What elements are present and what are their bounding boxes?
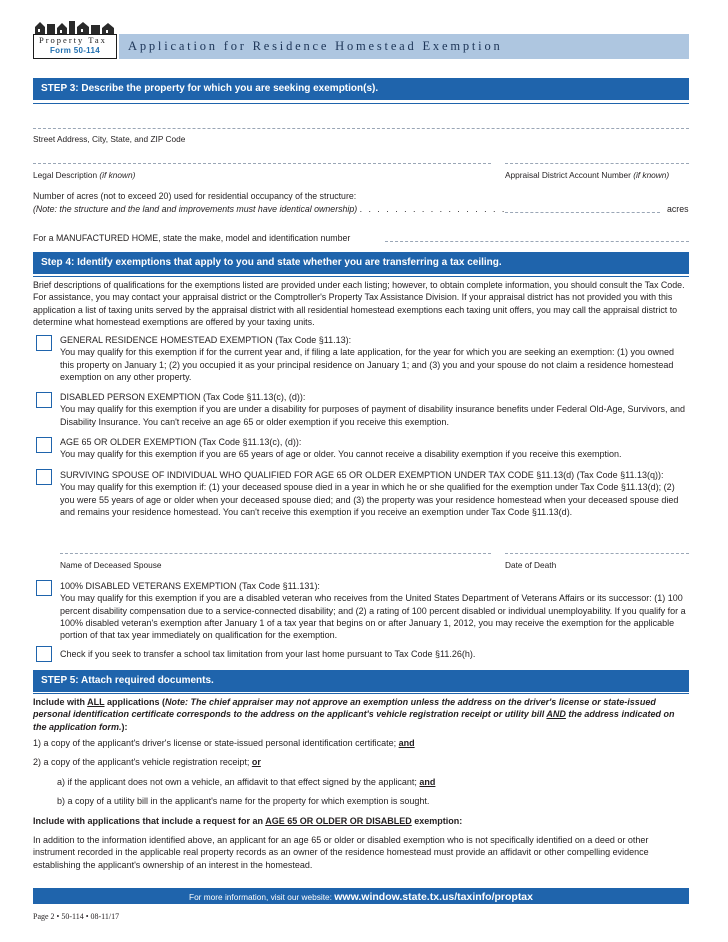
divider — [33, 276, 689, 277]
exemption-title: GENERAL RESIDENCE HOMESTEAD EXEMPTION (Tax Code §11.13): — [60, 335, 352, 345]
disabled-veteran-checkbox[interactable] — [36, 580, 52, 596]
doc-item-2a: a) if the applicant does not own a vehicle, an affidavit to that effect signed by the applicant; and — [57, 777, 436, 787]
disabled-person-checkbox[interactable] — [36, 392, 52, 408]
header-band — [119, 34, 689, 59]
account-number-field[interactable] — [505, 163, 689, 164]
manufactured-home-label: For a MANUFACTURED HOME, state the make, model and identification number — [33, 233, 351, 243]
step5-heading: STEP 5: Attach required documents. — [41, 675, 214, 686]
account-number-label: Appraisal District Account Number (if known) — [505, 170, 670, 180]
step4-intro: Brief descriptions of qualifications for the exemptions listed are provided under each listing; however, to obtain complete information, you should consult the Tax Code. For assistance, you may contact your appraisal district or the Comptroller's Property Tax Assistance Division. If your appraisal district has not provided you with this application a list of taxing units served by the appraisal district with all residential homestead exemptions each taxing unit offers, you may call the appraisal district to determine what homestead exemptions are offered by your taxing units. — [33, 280, 685, 327]
step3-heading-bar — [33, 78, 689, 100]
manufactured-home-field[interactable] — [385, 241, 689, 242]
exemption-description: You may qualify for this exemption if for the current year and, if filing a late application, for the year for which you are seeking an exemption: (1) you owned this property on January 1; (2) you occupied it as your principal residence on January 1; and (3) you and your spouse do not claim a residence homestead exemption on any other property. — [60, 347, 674, 382]
legal-description-field[interactable] — [33, 163, 491, 164]
disabled-veteran-exemption — [60, 580, 690, 641]
exemption-title: DISABLED PERSON EXEMPTION (Tax Code §11.13(c), (d)): — [60, 392, 306, 402]
exemption-title: SURVIVING SPOUSE OF INDIVIDUAL WHO QUALIFIED FOR AGE 65 OR OLDER EXEMPTION UNDER TAX CODE §11.13(d) (Tax Code §11.13(q)): — [60, 470, 664, 480]
step4-heading: Step 4: Identify exemptions that apply to you and state whether you are transferring a tax ceiling. — [41, 257, 502, 268]
logo-text: Property Tax — [39, 35, 107, 45]
disabled-person-exemption — [60, 391, 690, 428]
page-title: Application for Residence Homestead Exemption — [128, 39, 503, 53]
exemption-description: You may qualify for this exemption if: (1) your deceased spouse died in a year in which he or she qualified for the exemption under Tax Code §11.13(d); (2) you were 55 years of age or older when your deceased spouse died; and (3) the property was your residence homestead when your deceased spouse died and remains your residence homestead. You can't receive this exemption if you receive an exemption under Tax Code §11.13(d). — [60, 482, 679, 517]
divider — [33, 693, 689, 694]
form-number: Form 50-114 — [50, 46, 100, 55]
deceased-spouse-name-label: Name of Deceased Spouse — [60, 560, 162, 570]
acres-field[interactable] — [505, 212, 660, 213]
doc-item-1: 1) a copy of the applicant's driver's license or state-issued personal identification certificate; and — [33, 738, 415, 748]
page-identifier: Page 2 • 50-114 • 08-11/17 — [33, 912, 120, 921]
divider — [33, 103, 689, 104]
houses-icon — [33, 20, 117, 34]
exemption-description: You may qualify for this exemption if you are 65 years of age or older. You cannot receive a disability exemption if you receive this exemption. — [60, 449, 622, 460]
website-link[interactable]: www.window.state.tx.us/taxinfo/proptax — [334, 891, 533, 903]
exemption-title: AGE 65 OR OLDER EXEMPTION (Tax Code §11.13(c), (d)): — [60, 437, 302, 447]
property-tax-logo — [33, 20, 119, 60]
step4-heading-bar — [33, 252, 689, 274]
acres-note: (Note: the structure and the land and improvements must have identical ownership) . . . . . . . . . . . . . . . . . — [33, 204, 507, 214]
form-header — [33, 20, 689, 60]
general-homestead-exemption — [60, 334, 690, 383]
deceased-spouse-name-field[interactable] — [60, 553, 491, 554]
surviving-spouse-exemption — [60, 469, 690, 518]
age65-instructions-heading: Include with applications that include a request for an AGE 65 OR OLDER OR DISABLED exemption: — [33, 816, 463, 826]
street-address-field[interactable] — [33, 128, 689, 129]
exemption-description: Check if you seek to transfer a school tax limitation from your last home pursuant to Tax Code §11.26(h). — [60, 649, 476, 659]
general-homestead-checkbox[interactable] — [36, 335, 52, 351]
acres-label: Number of acres (not to exceed 20) used for residential occupancy of the structure: — [33, 191, 357, 201]
exemption-title: 100% DISABLED VETERANS EXEMPTION (Tax Code §11.131): — [60, 581, 320, 591]
tax-ceiling-transfer — [60, 648, 690, 660]
exemption-description: You may qualify for this exemption if you are under a disability for purposes of payment of disability insurance benefits under Federal Old-Age, Survivors, and Disability Insurance. You can't receive an age 65 or older exemption if you receive this exemption. — [60, 404, 685, 427]
tax-ceiling-transfer-checkbox[interactable] — [36, 646, 52, 662]
step5-heading-bar — [33, 670, 689, 692]
surviving-spouse-checkbox[interactable] — [36, 469, 52, 485]
doc-item-2b: b) a copy of a utility bill in the applicant's name for the property for which exemption is sought. — [57, 796, 430, 806]
doc-item-2: 2) a copy of the applicant's vehicle registration receipt; or — [33, 757, 261, 767]
age-65-checkbox[interactable] — [36, 437, 52, 453]
age65-instructions-text: In addition to the information identified above, an applicant for an age 65 or older or disabled exemption who is not specifically identified on a deed or other instrument recorded in the applicable real property records as an owner of the residence homestead must provide an affidavit or other compelling evidence establishing the applicant's ownership of an interest in the homestead. — [33, 835, 649, 870]
age-65-exemption — [60, 436, 690, 461]
footer-bar — [33, 888, 689, 904]
street-address-label: Street Address, City, State, and ZIP Code — [33, 134, 186, 144]
step3-heading: STEP 3: Describe the property for which you are seeking exemption(s). — [41, 83, 379, 94]
all-applications-instructions: Include with ALL applications (Note: The chief appraiser may not approve an exemption unless the address on the driver's license or state-issued personal identification certificate corresponds to the address on the applicant's vehicle registration receipt or utility bill AND the address indicated on the application form.): — [33, 697, 675, 732]
exemption-description: You may qualify for this exemption if you are a disabled veteran who receives from the United States Department of Veterans Affairs or its successor: (1) 100 percent disability compensation due to a service-connected disability; and (2) a rating of 100 percent disabled or individual unemployability. If you qualify for a 100% disabled veteran's exemption after January 1 of a tax year that begins on or after January 1, 2012, you may receive the exemption for the applicable portion of that tax year immediately on qualification for the exemption. — [60, 593, 686, 641]
date-of-death-label: Date of Death — [505, 560, 557, 570]
footer-info: For more information, visit our website: www.window.state.tx.us/taxinfo/proptax — [189, 891, 533, 903]
legal-description-label: Legal Description (if known) — [33, 170, 136, 180]
date-of-death-field[interactable] — [505, 553, 689, 554]
acres-unit: acres — [667, 204, 689, 214]
